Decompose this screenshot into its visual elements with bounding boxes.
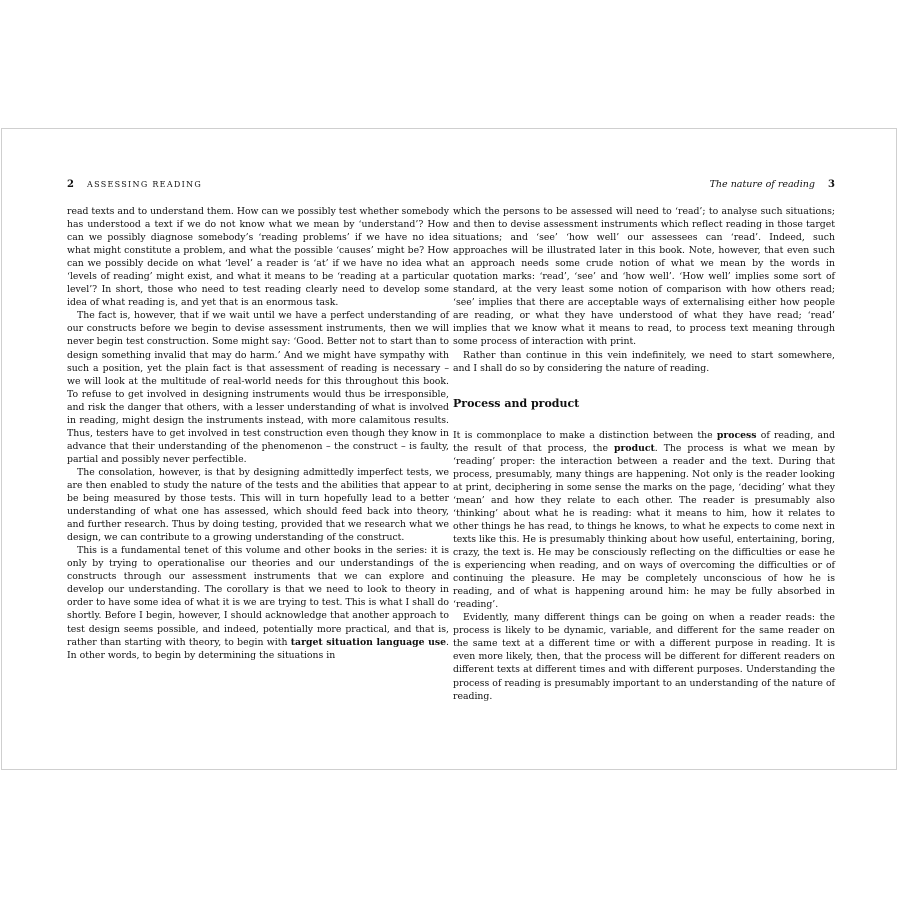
left-running-head-title: ASSESSING READING [87, 180, 203, 189]
bold-term: product [613, 442, 655, 454]
text-run: The consolation, however, is that by designing admittedly imperfect tests, we are then enabled to study the nature of the tests and the abilities that appear to be being measured by those tests. This will in turn hopefully lead to a better understanding of what one has assessed, which should feed back into theory, and further research. Thus by doing testing, provided that we research what we design, we can contribute to a growing understanding of the construct. [67, 466, 449, 544]
text-run: . In other words, to begin by determining the situations in [67, 636, 449, 661]
text-run: The fact is, however, that if we wait until we have a perfect understanding of our constructs before we begin to devise assessment instruments, then we will never begin test construction. Some might say: ‘Good. Better not to start than to design something invalid that may do harm.’ And we might have sympathy with such a position, yet the plain fact is that assessment of reading is necessary – we will look at the multitude of real-world needs for this throughout this book. To refuse to get involved in designing instruments would thus be irresponsible, and risk the danger that others, with a lesser understanding of what is involved in reading, might design the instruments instead, with more calamitous results. Thus, testers have to get involved in test construction even though they know in advance that their understanding of the phenomenon – the construct – is faulty, partial and possibly never perfectible. [67, 310, 449, 465]
paragraph [453, 429, 835, 612]
bold-term: process [716, 429, 757, 441]
text-run: Evidently, many different things can be going on when a reader reads: the process is likely to be dynamic, variable, and different for the same reader on the same text at a different time or with a different purpose in reading. It is even more likely, then, that the process will be different for different readers on different texts at different times and with different purposes. Understanding the process of reading is presumably important to an understanding of the nature of reading. [453, 612, 835, 702]
bold-term: target situation language use [290, 636, 447, 648]
text-run: which the persons to be assessed will need to ‘read’; to analyse such situations; and then to devise assessment instruments which reflect reading in those target situations; and ‘see’ ‘how well’ our assessees can ‘read’. Indeed, such approaches will be illustrated later in this book. Note, however, that even such an approach needs some crude notion of what we mean by the words in quotation marks: ‘read’, ‘see’ and ‘how well’. ‘How well’ implies some sort of standard, at the very least some notion of comparison with how others read; ‘see’ implies that there are acceptable ways of externalising either how people are reading, or what they have understood of what they have read; ‘read’ implies that we know what it means to read, to process text meaning through some process of interaction with print. [453, 206, 835, 348]
right-paragraphs-before [453, 205, 835, 375]
paragraph [453, 349, 835, 375]
book-spread [1, 128, 897, 770]
right-running-header [453, 178, 835, 192]
left-page-number: 2 [67, 179, 74, 190]
paragraph [67, 544, 449, 661]
text-run: read texts and to understand them. How can we possibly test whether somebody has understood a text if we do not know what we mean by ‘understand’? How can we possibly diagnose somebody’s ‘reading problems’ if we have no idea what might constitute a problem, and what the possible ‘causes’ might be? How can we possibly decide on what ‘level’ a reader is ‘at’ if we have no idea what ‘levels of reading’ might exist, and what it means to be ‘reading at a particular level’? In short, those who need to test reading clearly need to develop some idea of what reading is, and yet that is an enormous task. [67, 206, 449, 309]
left-running-header [67, 178, 449, 192]
right-body-text [453, 205, 835, 703]
right-running-head-title: The nature of reading [709, 179, 815, 190]
section-heading: Process and product [453, 396, 580, 410]
paragraph [67, 466, 449, 544]
paragraph [67, 205, 449, 309]
right-paragraphs-after [453, 429, 835, 703]
text-run: This is a fundamental tenet of this volume and other books in the series: it is only by trying to operationalise our theories and our understandings of the constructs through our assessment instruments that we can explore and develop our understanding. The corollary is that we need to look to theory in order to have some idea of what it is we are trying to test. This is what I shall do shortly. Before I begin, however, I should acknowledge that another approach to test design seems possible, and indeed, potentially more practical, and that is, rather than starting with theory, to begin with [67, 545, 449, 648]
paragraph [453, 205, 835, 349]
text-run: of reading, and the result of that process, the [453, 429, 835, 454]
text-run: . The process is what we mean by ‘reading’ proper: the interaction between a reader and the text. During that process, presumably, many things are happening. Not only is the reader looking at print, deciphering in some sense the marks on the page, ‘deciding’ what they ‘mean’ and how they relate to each other. The reader is presumably also ‘thinking’ about what he is reading: what it means to him, how it relates to other things he has read, to things he knows, to what he expects to come next in texts like this. He is presumably thinking about how useful, entertaining, boring, crazy, the text is. He may be consciously reflecting on the difficulties or ease he is experiencing when reading, and on ways of overcoming the difficulties or of continuing the pleasure. He may be completely unconscious of how he is reading, and of what is happening around him: he may be fully absorbed in ‘reading’. [453, 442, 835, 611]
right-page-number: 3 [828, 179, 835, 190]
paragraph [67, 309, 449, 466]
left-body-text [67, 205, 449, 662]
text-run: It is commonplace to make a distinction between the [453, 429, 717, 441]
text-run: Rather than continue in this vein indefinitely, we need to start somewhere, and I shall do so by considering the nature of reading. [453, 349, 835, 374]
paragraph [453, 611, 835, 702]
